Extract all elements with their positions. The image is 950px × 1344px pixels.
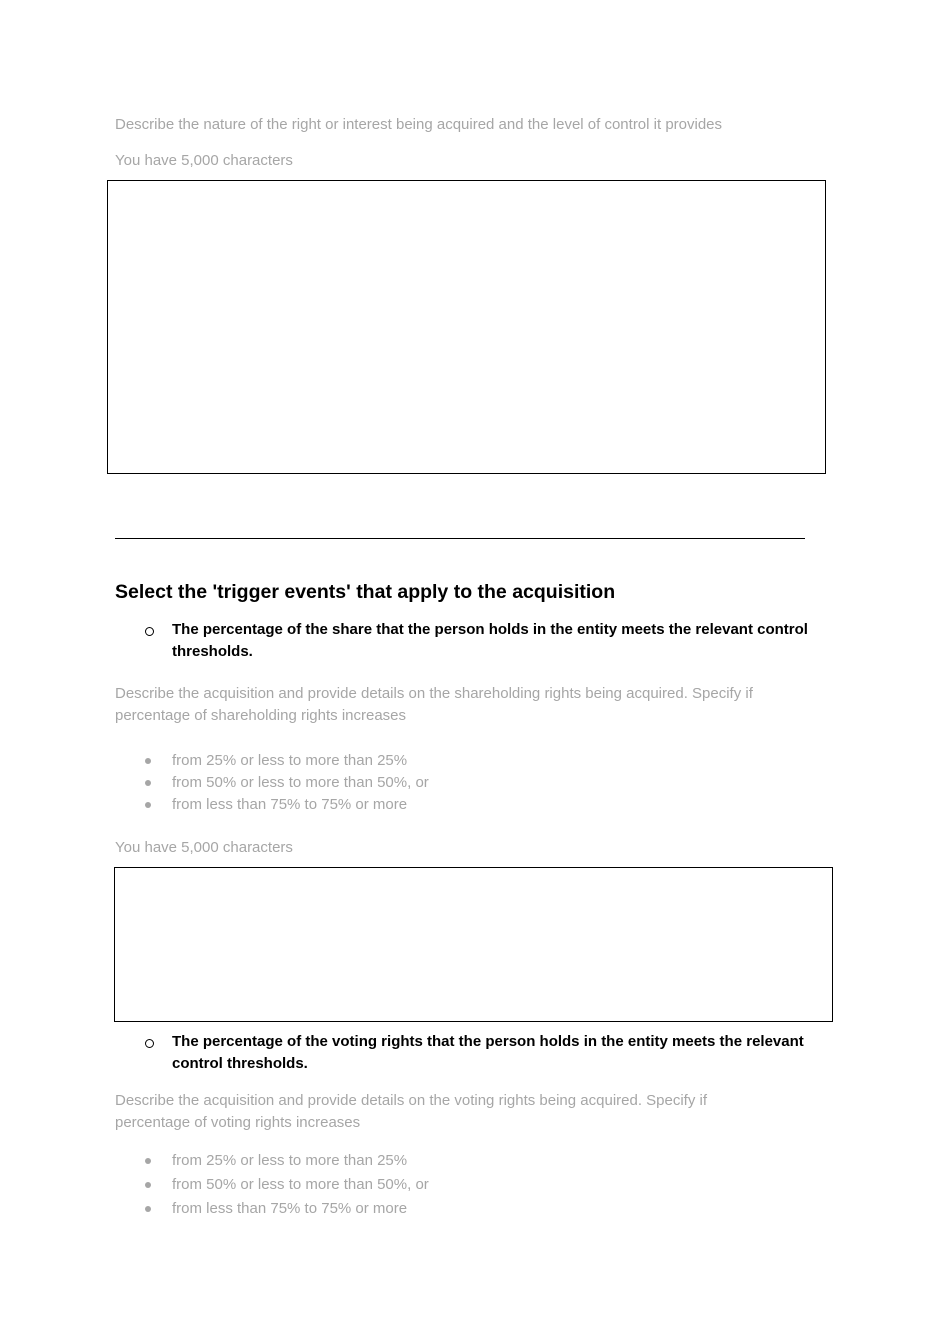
bullet-icon <box>145 1206 151 1212</box>
list-item <box>145 1150 645 1174</box>
threshold-text: from less than 75% to 75% or more <box>172 1200 408 1217</box>
trigger-option-shares[interactable] <box>172 619 862 663</box>
bullet-icon <box>145 780 151 786</box>
list-item <box>145 1198 645 1222</box>
bullet-icon <box>145 802 151 808</box>
char-limit-label: You have 5,000 characters <box>115 152 293 169</box>
threshold-text: from 50% or less to more than 50%, or <box>172 774 429 791</box>
trigger-option-voting-rights[interactable] <box>172 1031 862 1075</box>
shares-char-limit-label: You have 5,000 characters <box>115 839 293 856</box>
trigger-option-shares-label-line1: The percentage of the share that the person holds in the entity meets the relevant control <box>172 621 808 638</box>
voting-description-line2: percentage of voting rights increases <box>115 1114 361 1131</box>
list-item <box>145 750 645 772</box>
voting-threshold-list <box>145 1150 645 1222</box>
shares-threshold-list <box>145 750 645 816</box>
bullet-icon <box>145 1158 151 1164</box>
threshold-text: from 50% or less to more than 50%, or <box>172 1176 429 1193</box>
trigger-option-shares-label-line2: thresholds. <box>172 643 253 660</box>
shares-description-line1: Describe the acquisition and provide details on the shareholding rights being acquired. Specify if <box>115 685 753 702</box>
trigger-option-voting-label-line2: control thresholds. <box>172 1055 308 1072</box>
bullet-icon <box>145 1182 151 1188</box>
list-item <box>145 772 645 794</box>
section-divider <box>115 538 805 539</box>
voting-description <box>115 1090 895 1134</box>
trigger-option-voting-label-line1: The percentage of the voting rights that the person holds in the entity meets the relevant <box>172 1033 804 1050</box>
circle-bullet-icon <box>145 627 154 636</box>
threshold-text: from 25% or less to more than 25% <box>172 752 408 769</box>
trigger-events-heading: Select the 'trigger events' that apply to the acquisition <box>115 581 616 603</box>
shares-details-textarea[interactable] <box>114 867 833 1022</box>
shares-description <box>115 683 895 727</box>
right-interest-prompt: Describe the nature of the right or interest being acquired and the level of control it provides <box>115 116 723 133</box>
right-interest-textarea[interactable] <box>107 180 826 474</box>
threshold-text: from less than 75% to 75% or more <box>172 796 408 813</box>
threshold-text: from 25% or less to more than 25% <box>172 1152 408 1169</box>
voting-description-line1: Describe the acquisition and provide details on the voting rights being acquired. Specify if <box>115 1092 708 1109</box>
shares-description-line2: percentage of shareholding rights increases <box>115 707 407 724</box>
bullet-icon <box>145 758 151 764</box>
circle-bullet-icon <box>145 1039 154 1048</box>
list-item <box>145 794 645 816</box>
list-item <box>145 1174 645 1198</box>
